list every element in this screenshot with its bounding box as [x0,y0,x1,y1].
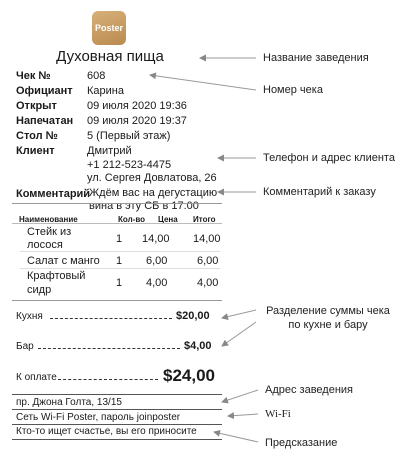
row-total: 6,00 [197,255,219,267]
annotation-venue: Название заведения [263,52,369,64]
annotation-prediction: Предсказание [265,437,338,449]
comment-line2: вина в эту СБ в 17:00 [89,200,199,212]
row-price: 6,00 [146,255,168,267]
row-price: 4,00 [146,277,168,289]
row-qty: 1 [116,255,123,267]
header-total: Итого [193,215,216,224]
row-qty: 1 [116,233,123,245]
field-label-table: Стол № [16,130,58,142]
arrow-address [222,390,258,402]
field-label-printed: Напечатан [16,115,74,127]
annotation-check-no: Номер чека [263,84,323,96]
field-label-waiter: Официант [16,85,73,97]
client-label: Клиент [16,145,55,157]
to-pay-amount: $24,00 [163,366,215,385]
footer-wifi: Сеть Wi-Fi Poster, пароль joinposter [16,412,181,423]
footer-prediction: Кто-то ищет счастье, вы его приносите [16,426,197,437]
split-bar-label: Бар [16,341,34,352]
client-name: Дмитрий [87,145,132,157]
footer-address: пр. Джона Голта, 13/15 [16,397,122,408]
split-kitchen-label: Кухня [16,311,43,322]
header-qty: Кол-во [118,215,146,224]
row-name: Стейк из [27,226,72,238]
comment-label: Комментарий [16,188,91,200]
field-value-waiter: Карина [87,85,124,97]
row-name: Крафтовый [27,270,86,282]
annotation-comment: Комментарий к заказу [263,186,376,198]
comment-line1: Ждём вас на дегустацию [89,187,218,199]
logo-text: Poster [94,23,123,33]
field-value-check: 608 [87,70,106,82]
annotation-address: Адрес заведения [265,384,354,396]
client-phone: +1 212-523-4475 [87,159,172,171]
header-name: Наименование [19,215,78,224]
row-name-cont: сидр [27,284,52,296]
client-address: ул. Сергея Довлатова, 26 [87,172,217,184]
arrow-wifi [228,414,258,416]
arrow-prediction [214,432,258,442]
row-name: Салат с манго [27,255,100,267]
annotation-wifi: Wi-Fi [265,408,291,420]
field-value-opened: 09 июля 2020 19:36 [87,100,187,112]
to-pay-label: К оплате [16,372,57,383]
arrow-split-kitchen [222,310,256,318]
row-price: 14,00 [142,233,170,245]
arrow-split-bar [222,322,256,346]
split-kitchen-amount: $20,00 [176,310,210,322]
split-bar-amount: $4,00 [184,340,212,352]
field-value-table: 5 (Первый этаж) [87,130,171,142]
row-total: 14,00 [193,233,221,245]
header-price: Цена [158,215,178,224]
row-name-cont: лосося [27,239,63,251]
annotation-split-2: по кухне и бару [288,319,368,331]
row-total: 4,00 [197,277,219,289]
field-label-opened: Открыт [16,100,57,112]
row-qty: 1 [116,277,123,289]
venue-name: Духовная пища [56,48,164,65]
field-value-printed: 09 июля 2020 19:37 [87,115,187,127]
field-label-check: Чек № [16,70,51,82]
annotation-client: Телефон и адрес клиента [263,152,395,164]
annotation-split-1: Разделение суммы чека [266,305,390,317]
arrow-check-no [150,75,256,90]
